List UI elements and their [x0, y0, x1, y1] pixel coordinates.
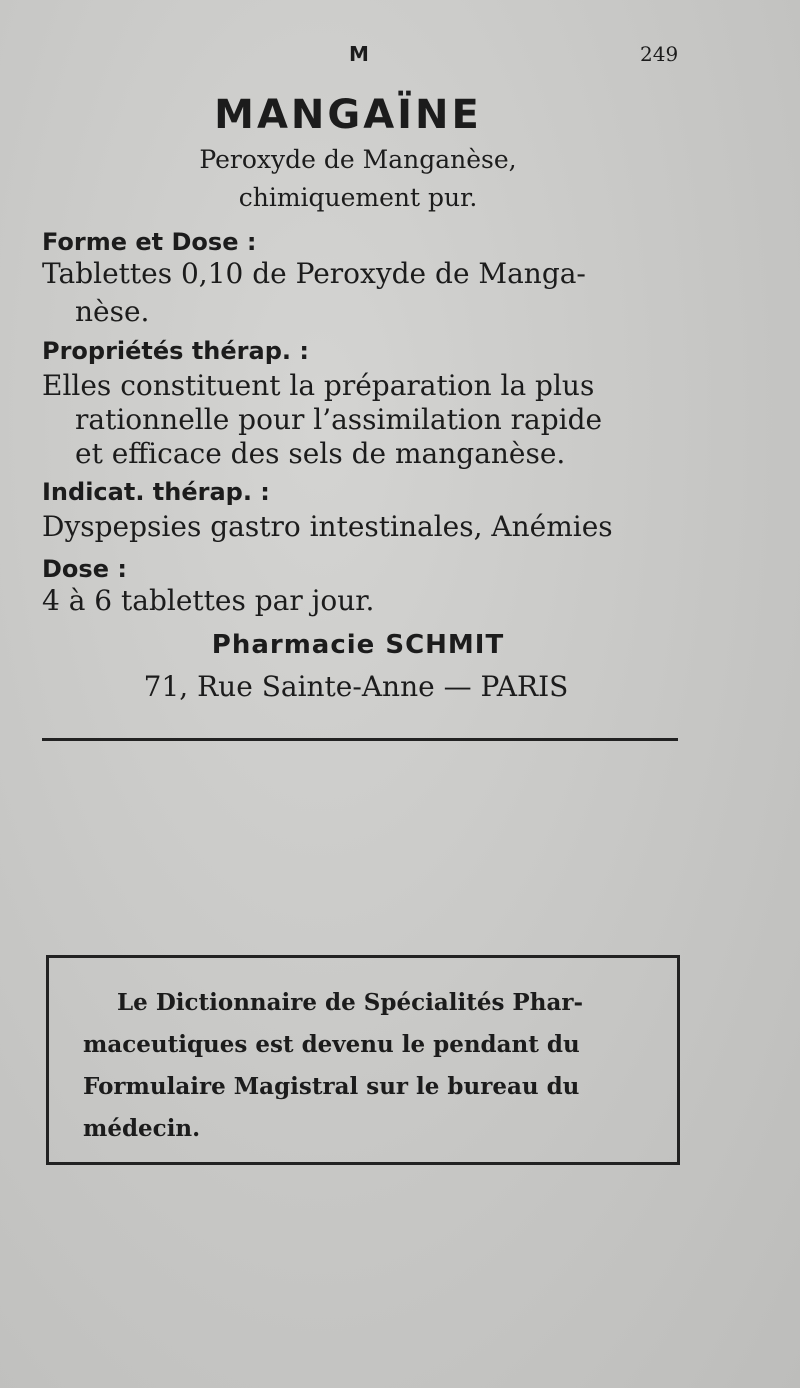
notice-line3: Formulaire Magistral sur le bureau du	[83, 1073, 580, 1100]
notice-line4: médecin.	[83, 1115, 201, 1142]
section-divider	[42, 738, 678, 741]
product-subtitle-line1: Peroxyde de Manganèse,	[199, 145, 517, 174]
dose-label: Dose :	[42, 555, 127, 583]
proprietes-label: Propriétés thérap. :	[42, 337, 309, 365]
indicat-label: Indicat. thérap. :	[42, 478, 270, 506]
dose-text: 4 à 6 tablettes par jour.	[42, 584, 375, 617]
pharmacy-address: 71, Rue Sainte-Anne — PARIS	[143, 670, 569, 703]
proprietes-text-line2: rationnelle pour l’assimilation rapide	[75, 403, 603, 436]
product-name: MANGAÏNE	[214, 92, 482, 138]
notice-text	[83, 982, 643, 1150]
notice-line2: maceutiques est devenu le pendant du	[83, 1031, 580, 1058]
forme-dose-text-cont: nèse.	[75, 295, 150, 328]
notice-line1: Le Dictionnaire de Spécialités Phar-	[117, 989, 584, 1016]
notice-box	[46, 955, 680, 1165]
indicat-text: Dyspepsies gastro intestinales, Anémies	[42, 510, 613, 543]
pharmacy-name: Pharmacie SCHMIT	[211, 630, 505, 660]
product-subtitle-line2: chimiquement pur.	[238, 183, 478, 212]
proprietes-text-line3: et efficace des sels de manganèse.	[75, 437, 566, 470]
page-number: 249	[640, 42, 679, 66]
forme-dose-label: Forme et Dose :	[42, 228, 257, 256]
forme-dose-text: Tablettes 0,10 de Peroxyde de Manga-	[42, 257, 586, 290]
section-letter: M	[349, 42, 369, 66]
proprietes-text-line1: Elles constituent la préparation la plus	[42, 369, 595, 402]
